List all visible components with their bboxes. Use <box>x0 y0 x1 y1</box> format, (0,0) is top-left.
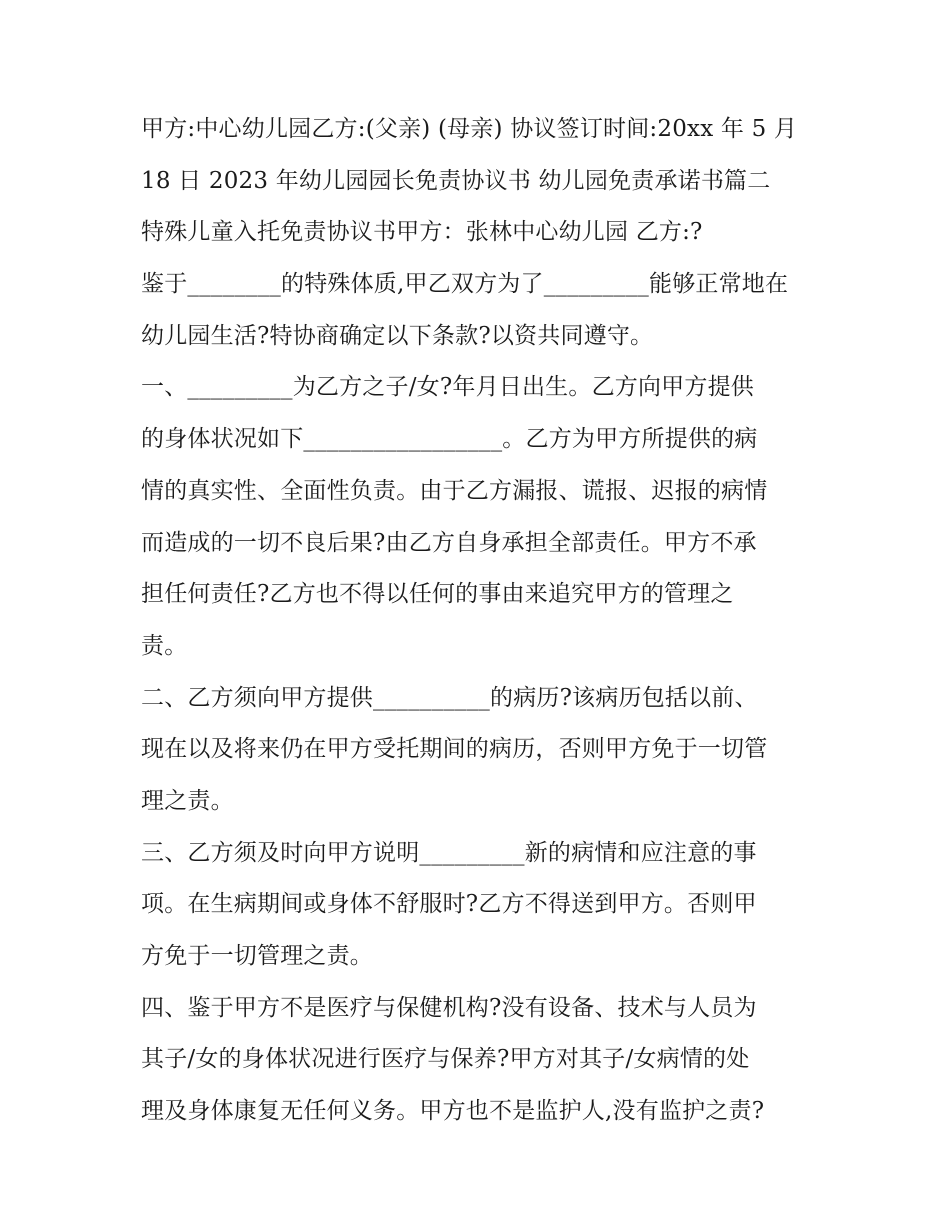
text-line: 的身体状况如下_________________。乙方为甲方所提供的病 <box>141 426 758 453</box>
text-line: 而造成的一切不良后果?由乙方自身承担全部责任。甲方不承 <box>141 529 757 556</box>
text-line: 方免于一切管理之责。 <box>141 943 373 969</box>
text-line: 项。在生病期间或身体不舒服时?乙方不得送到甲方。否则甲 <box>141 891 757 918</box>
text-line: 18 日 2023 年幼儿园园长免责协议书 幼儿园免责承诺书篇二 <box>141 167 771 194</box>
text-line: 特殊儿童入托免责协议书甲方：张林中心幼儿园 乙方:? <box>141 219 703 246</box>
text-line: 甲方:中心幼儿园乙方:(父亲) (母亲) 协议签订时间:20xx 年 5 月 <box>141 116 798 142</box>
text-line: 一、_________为乙方之子/女?年月日出生。乙方向甲方提供 <box>141 374 754 401</box>
text-line: 二、乙方须向甲方提供__________的病历?该病历包括以前、 <box>141 684 758 711</box>
text-line: 三、乙方须及时向甲方说明_________新的病情和应注意的事 <box>141 839 757 866</box>
text-line: 担任何责任?乙方也不得以任何的事由来追究甲方的管理之 <box>141 581 734 608</box>
text-line: 情的真实性、全面性负责。由于乙方漏报、谎报、迟报的病情 <box>141 477 768 504</box>
agreement-text <box>141 104 816 1138</box>
text-line: 现在以及将来仍在甲方受托期间的病历，否则甲方免于一切管 <box>141 736 768 763</box>
text-line: 理之责。 <box>141 787 234 814</box>
text-line: 其子/女的身体状况进行医疗与保养?甲方对其子/女病情的处 <box>141 1046 750 1073</box>
text-line: 幼儿园生活?特协商确定以下条款?以资共同遵守。 <box>141 322 654 349</box>
text-line: 鉴于________的特殊体质,甲乙双方为了_________能够正常地在 <box>141 271 789 298</box>
text-line: 四、鉴于甲方不是医疗与保健机构?没有设备、技术与人员为 <box>141 994 757 1021</box>
text-line: 理及身体康复无任何义务。甲方也不是监护人,没有监护之责? <box>141 1098 765 1125</box>
text-line: 责。 <box>141 632 188 659</box>
